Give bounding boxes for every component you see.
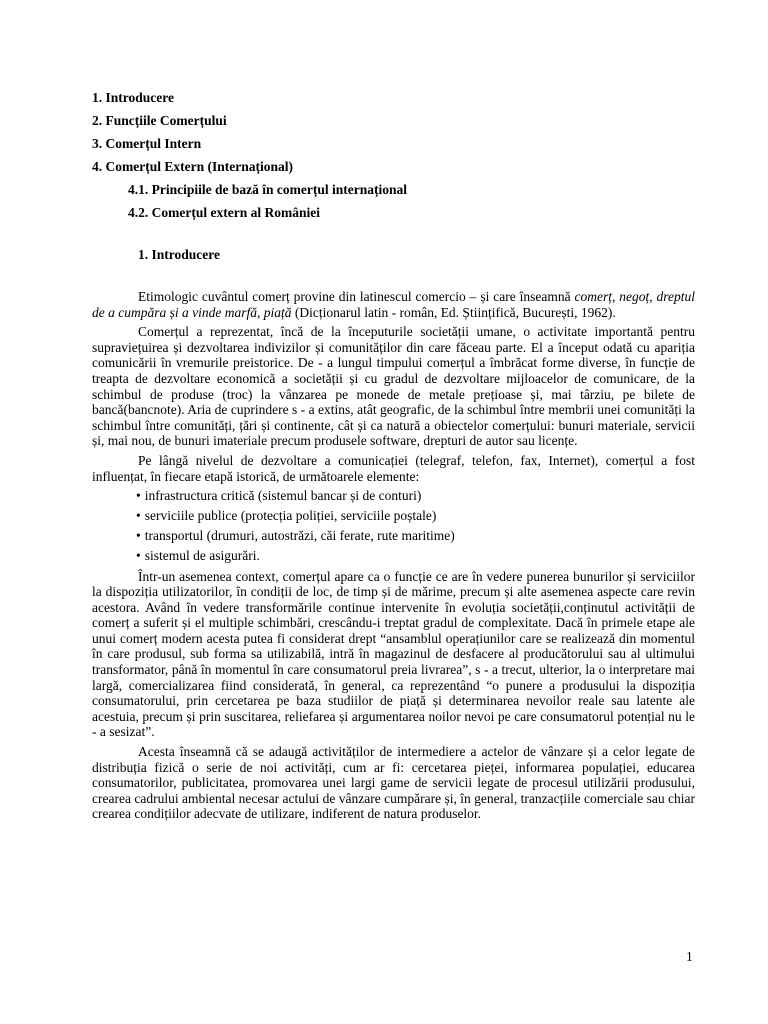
bullet-text: transportul (drumuri, autostrăzi, căi ferate, rute maritime) — [144, 528, 455, 544]
bullet-item — [92, 508, 695, 524]
toc-item-functiile-comertului: 2. Funcțiile Comerțului — [92, 113, 227, 128]
bullet-text: sistemul de asigurări. — [144, 548, 260, 564]
bullet-item — [92, 488, 695, 504]
bullet-item — [92, 548, 695, 564]
bullet-list — [92, 488, 695, 564]
paragraph-history: Comerțul a reprezentat, încă de la începuturile societății umane, o activitate importantă pentru supraviețuirea și dezvoltarea indivizilor și comunităților din care făceau parte. El a început odată cu apariția comunicării în vremurile preistorice. De - a lungul timpului comerțul a îmbrăcat forme diverse, în funcție de treapta de dezvoltare economică a societății și cu gradul de dezvoltare mijloacelor de comunicare, de la schimbul de produse (troc) la vânzarea pe monede de metale prețioase și, mai târziu, pe bilete de bancă(bancnote). Aria de cuprindere s - a extins, atât geografic, de la schimbul între membrii unei comunități la schimbul între comunități, țări și continente, cât și ca natură a obiectelor comerțului: bunuri materiale, servicii și, mai nou, de bunuri imateriale precum produsele software, drepturi de autor sau licențe. — [92, 324, 695, 449]
paragraph-activities: Acesta înseamnă că se adaugă activităților de intermediere a actelor de vânzare și a celor legate de distribuția fizică o serie de noi activități, cum ar fi: cercetarea pieței, informarea populației, educarea consumatorilor, publicitatea, promovarea unei largi game de servicii legate de procesul utilizării produsului, crearea cadrului ambiental necesar actului de vânzare cumpărare și, în general, tranzacțiile comerciale sau chiar crearea condițiilor adecvate de utilizare, indiferent de natura produselor. — [92, 744, 695, 822]
paragraph-etymology-start: Etimologic cuvântul comerț provine din latinescul comercio – și care înseamnă — [138, 289, 575, 304]
body-text — [92, 289, 695, 826]
bullet-text: serviciile publice (protecția poliției, serviciile poștale) — [144, 508, 437, 524]
toc-subitem-principiile: 4.1. Principiile de bază în comerțul internațional — [128, 182, 407, 197]
toc-item-introducere: 1. Introducere — [92, 90, 174, 105]
paragraph-etymology — [92, 289, 695, 320]
bullet-item — [92, 528, 695, 544]
toc-item-comertul-extern: 4. Comerțul Extern (Internațional) — [92, 159, 293, 174]
paragraph-etymology-italic: comerț, negoț, dreptul de a cumpăra și a vinde marfă, piață — [92, 289, 696, 320]
bullet-icon: • — [136, 488, 141, 504]
section-heading: 1. Introducere — [138, 247, 220, 262]
toc-item-comertul-intern: 3. Comerțul Intern — [92, 136, 202, 151]
page-number: 1 — [686, 949, 693, 964]
bullet-text: infrastructura critică (sistemul bancar și de conturi) — [144, 488, 422, 504]
bullet-icon: • — [136, 528, 141, 544]
bullet-icon: • — [136, 508, 141, 524]
paragraph-influences: Pe lângă nivelul de dezvoltare a comunicației (telegraf, telefon, fax, Internet), comerțul a fost influențat, în fiecare etapă istorică, de următoarele elemente: — [92, 452, 695, 484]
bullet-icon: • — [136, 548, 141, 564]
toc-subitem-comertul-extern-romania: 4.2. Comerțul extern al României — [128, 205, 320, 220]
paragraph-context: Într-un asemenea context, comerțul apare ca o funcție ce are în vedere punerea bunurilor și serviciilor la dispoziția utilizatorilor, în condiții de loc, de timp și de mărime, precum și alte asemenea aspecte care revin acestora. Având în vedere transformările continue intervenite în evoluția societății,conținutul activității de comerț a suferit și el multiple schimbări, crescându-i treptat gradul de complexitate. Dacă în primele etape ale unui comerț modern acesta putea fi considerat drept “ansamblul operațiunilor care se realizează din momentul în care produsul, sub forma sa utilizabilă, intră în magazinul de desfacere al producătorului sau al ultimului transformator, până în momentul în care consumatorul preia livrarea”, s - a trecut, ulterior, la o interpretare mai largă, comercializarea fiind considerată, în general, ca reprezentând “o punere a produsului la dispoziția consumatorului, prin cercetarea pe baza studiilor de piață și determinarea nevoilor reale sau latente ale acestuia, precum și prin suscitarea, reliefarea și argumentarea noilor nevoi pe care consumatorul potențial nu le - a sesizat”. — [92, 568, 695, 740]
table-of-contents — [92, 86, 692, 224]
paragraph-etymology-end: (Dicționarul latin - român, Ed. Științifică, București, 1962). — [291, 304, 616, 320]
